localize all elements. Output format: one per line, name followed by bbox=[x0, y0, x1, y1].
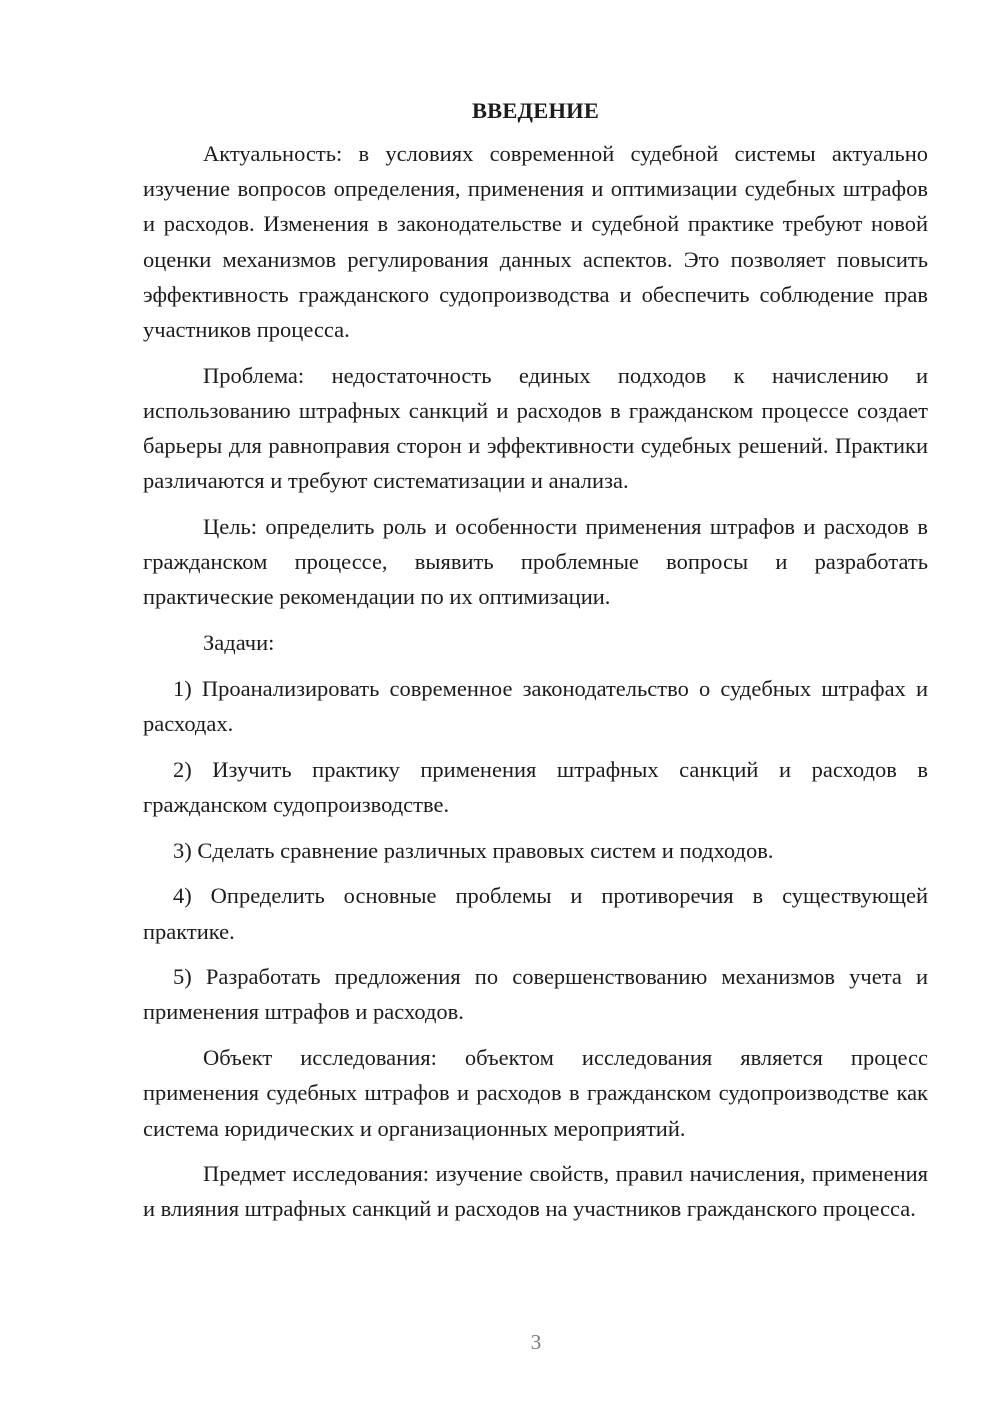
object-paragraph: Объект исследования: объектом исследования является процесс применения судебных штрафов и расходов в гражданском судопроизводстве как система юридических и организационных мероприятий. bbox=[143, 1045, 928, 1141]
goal-paragraph: Цель: определить роль и особенности применения штрафов и расходов в гражданском процессе, выявить проблемные вопросы и разработать практические рекомендации по их оптимизации. bbox=[143, 514, 928, 610]
relevance-paragraph: Актуальность: в условиях современной судебной системы актуально изучение вопросов определения, применения и оптимизации судебных штрафов и расходов. Изменения в законодательстве и судебной практике требуют новой оценки механизмов регулирования данных аспектов. Это позволяет повысить эффективность гражданского судопроизводства и обеспечить соблюдение прав участников процесса. bbox=[143, 141, 928, 343]
task-item-2: 2) Изучить практику применения штрафных санкций и расходов в гражданском судопроизводстве. bbox=[143, 756, 928, 817]
tasks-label: Задачи: bbox=[203, 630, 275, 656]
task-item-4: 4) Определить основные проблемы и противоречия в существующей практике. bbox=[143, 883, 928, 944]
page-number: 3 bbox=[530, 1330, 542, 1354]
task-item-5: 5) Разработать предложения по совершенствованию механизмов учета и применения штрафов и расходов. bbox=[143, 964, 928, 1025]
problem-paragraph: Проблема: недостаточность единых подходов к начислению и использованию штрафных санкций и расходов в гражданском процессе создает барьеры для равноправия сторон и эффективности судебных решений. Практики различаются и требуют систематизации и анализа. bbox=[143, 362, 928, 494]
task-item-1: 1) Проанализировать современное законодательство о судебных штрафах и расходах. bbox=[143, 675, 928, 737]
section-heading: ВВЕДЕНИЕ bbox=[471, 98, 600, 123]
subject-paragraph: Предмет исследования: изучение свойств, правил начисления, применения и влияния штрафных санкций и расходов на участников гражданского процесса. bbox=[143, 1161, 928, 1222]
task-item-3: 3) Сделать сравнение различных правовых систем и подходов. bbox=[173, 837, 774, 863]
page-content bbox=[143, 96, 928, 1237]
